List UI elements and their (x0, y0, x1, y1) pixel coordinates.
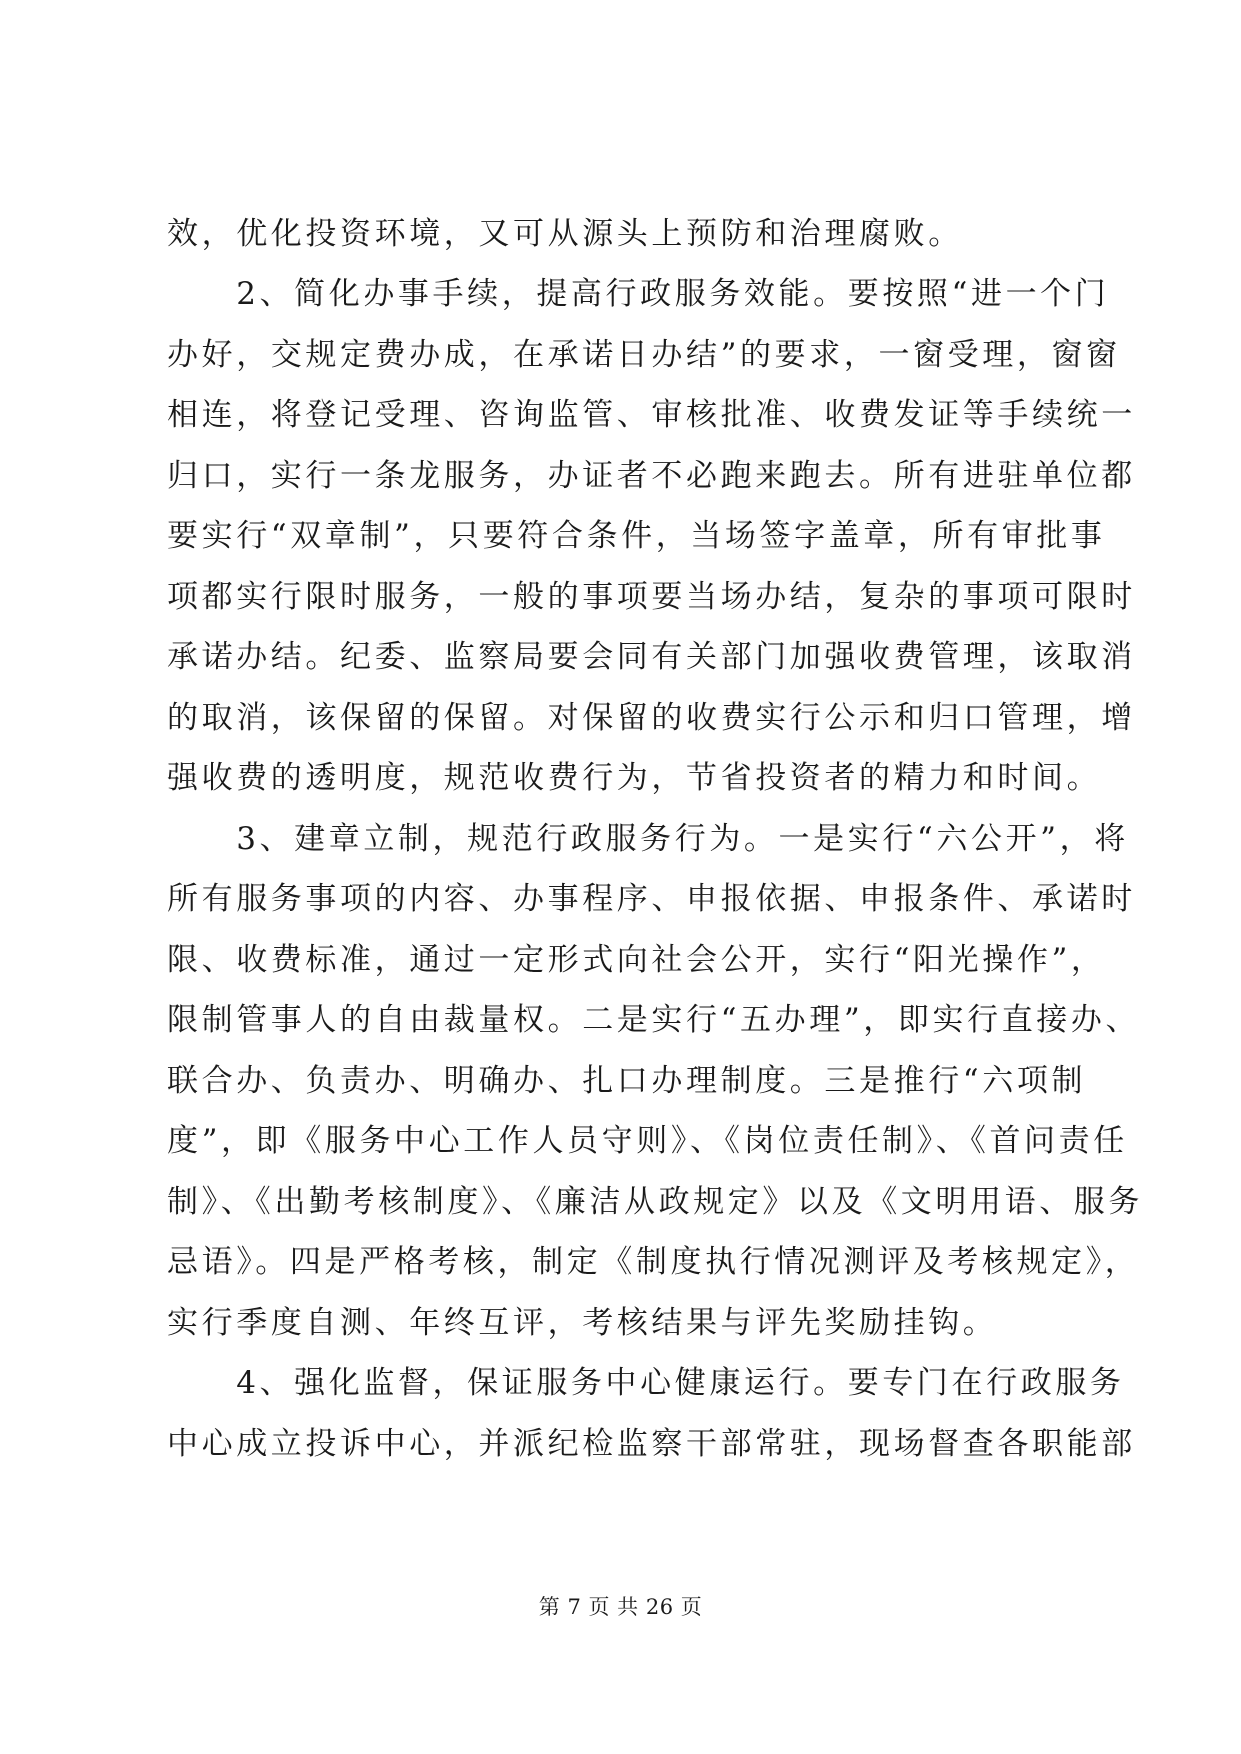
text-line: 办好，交规定费办成，在承诺日办结”的要求，一窗受理，窗窗 (167, 337, 1121, 373)
text-line: 度”，即《服务中心工作人员守则》、《岗位责任制》、《首问责任 (167, 1123, 1128, 1159)
text-line: 要实行“双章制”，只要符合条件，当场签字盖章，所有审批事 (167, 518, 1106, 554)
text-line: 2、简化办事手续，提高行政服务效能。要按照“进一个门 (167, 276, 1110, 312)
text-line: 强收费的透明度，规范收费行为，节省投资者的精力和时间。 (167, 760, 1102, 796)
text-line: 忌语》。四是严格考核，制定《制度执行情况测评及考核规定》， (167, 1244, 1140, 1280)
text-line: 4、强化监督，保证服务中心健康运行。要专门在行政服务 (167, 1365, 1125, 1401)
text-line: 限、收费标准，通过一定形式向社会公开，实行“阳光操作”， (167, 942, 1106, 978)
text-line: 所有服务事项的内容、办事程序、申报依据、申报条件、承诺时 (167, 881, 1136, 917)
text-line: 限制管事人的自由裁量权。二是实行“五办理”，即实行直接办、 (167, 1002, 1141, 1038)
text-line: 实行季度自测、年终互评，考核结果与评先奖励挂钩。 (167, 1305, 998, 1341)
text-line: 项都实行限时服务，一般的事项要当场办结，复杂的事项可限时 (167, 579, 1136, 615)
text-line: 制》、《出勤考核制度》、《廉洁从政规定》以及《文明用语、服务 (167, 1184, 1143, 1220)
text-line: 的取消，该保留的保留。对保留的收费实行公示和归口管理，增 (167, 700, 1136, 736)
text-line: 中心成立投诉中心，并派纪检监察干部常驻，现场督查各职能部 (167, 1426, 1136, 1462)
text-line: 相连，将登记受理、咨询监管、审核批准、收费发证等手续统一 (167, 397, 1136, 433)
text-line: 3、建章立制，规范行政服务行为。一是实行“六公开”，将 (167, 821, 1129, 857)
page-number-footer: 第 7 页 共 26 页 (538, 1595, 703, 1619)
text-line: 承诺办结。纪委、监察局要会同有关部门加强收费管理，该取消 (167, 639, 1136, 675)
text-line: 归口，实行一条龙服务，办证者不必跑来跑去。所有进驻单位都 (167, 458, 1136, 494)
text-line: 联合办、负责办、明确办、扎口办理制度。三是推行“六项制 (167, 1063, 1087, 1099)
text-line: 效，优化投资环境，又可从源头上预防和治理腐败。 (167, 216, 963, 252)
